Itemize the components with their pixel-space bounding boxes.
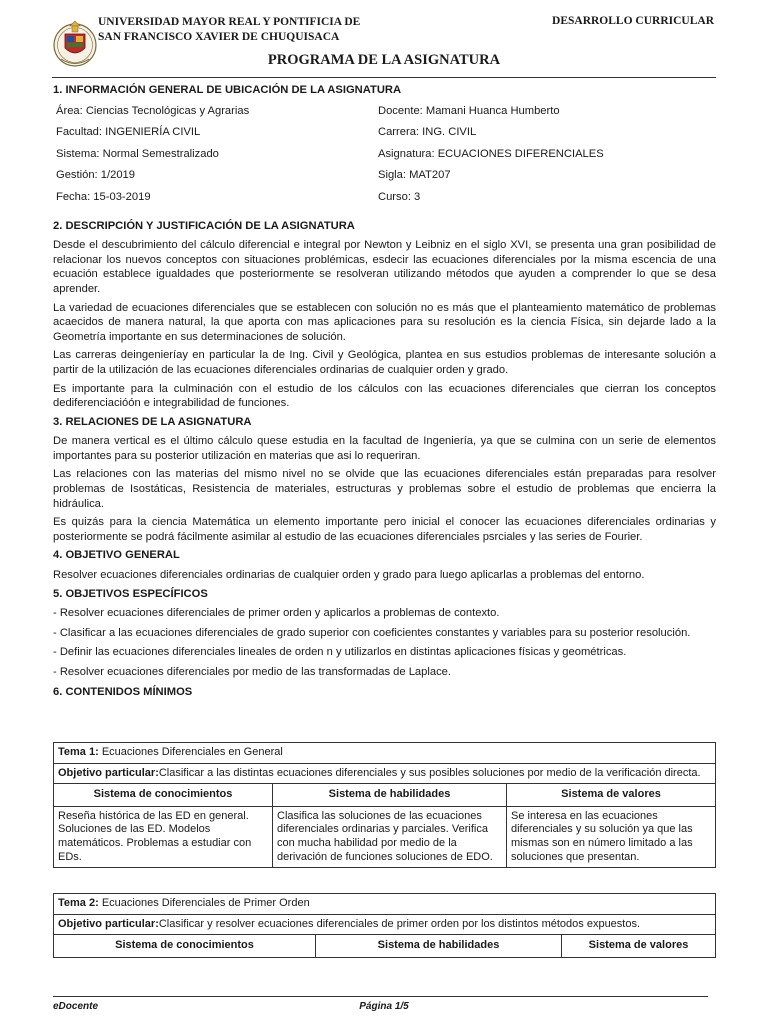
section3-paragraph: De manera vertical es el último cálculo quese estudia en la facultad de Ingeniería, ya que se culmina con un serie de elementos importantes para su posterior utilización en materias que asi lo requeriran. bbox=[53, 435, 716, 462]
tema1-objective-label: Objetivo particular: bbox=[58, 766, 159, 779]
tema2-table bbox=[53, 893, 716, 958]
cell-habilidades: Clasifica las soluciones de las ecuaciones diferenciales ordinarias y parciales. Verifica con mucha habilidad por medio de la derivación de funciones soluciones de EDO. bbox=[273, 806, 507, 867]
tema2-label: Tema 2: bbox=[58, 897, 99, 909]
section4 bbox=[53, 548, 716, 582]
tema1-title: Ecuaciones Diferenciales en General bbox=[101, 746, 283, 758]
section5-heading: 5. OBJETIVOS ESPECÍFICOS bbox=[53, 587, 208, 600]
section3-paragraph: Las relaciones con las materias del mismo nivel no se olvide que las ecuaciones diferenciales están preparadas para resolver problemas de Isostáticas, Resistencia de materiales, estructuras y problemas sobre el estudio de problemas que encierra la hidráulica. bbox=[53, 468, 716, 510]
section4-paragraph: Resolver ecuaciones diferenciales ordinarias de cualquier orden y grado para luego aplicarlas a problemas del entorno. bbox=[53, 569, 645, 582]
university-name: UNIVERSIDAD MAYOR REAL Y PONTIFICIA DE SAN FRANCISCO XAVIER DE CHUQUISACA bbox=[98, 16, 361, 43]
tema1-objective-row bbox=[54, 763, 716, 784]
info-fecha: Fecha: 15-03-2019 bbox=[56, 190, 151, 203]
info-facultad: Facultad: INGENIERÍA CIVIL bbox=[56, 126, 201, 139]
section2-paragraph: Desde el descubrimiento del cálculo diferencial e integral por Newton y Leibniz en el siglo XVI, se presenta una gran posibilidad de relacionar los nuevos conceptos con situaciones problémicas, esdecir las ecuaciones diferenciales por la misma escencia de una ecuación establece igualdades que posteriormente se resolveran utilizando métodos que ayuden a comprender lo que se desa aprender. bbox=[53, 239, 716, 295]
section2-heading: 2. DESCRIPCIÓN Y JUSTIFICACIÓN DE LA ASIGNATURA bbox=[53, 219, 355, 232]
col-habilidades: Sistema de habilidades bbox=[316, 935, 562, 958]
section6-heading: 6. CONTENIDOS MÍNIMOS bbox=[53, 685, 193, 698]
col-habilidades: Sistema de habilidades bbox=[273, 784, 507, 807]
col-conocimientos: Sistema de conocimientos bbox=[54, 935, 316, 958]
cell-conocimientos: Reseña histórica de las ED en general. Soluciones de las ED. Modelos matemáticos. Problemas a estudiar con EDs. bbox=[54, 806, 273, 867]
cell-valores: Se interesa en las ecuaciones diferenciales y su solución ya que las mismas son en número limitado a las soluciones que presentan. bbox=[507, 806, 716, 867]
tema2-objective-label: Objetivo particular: bbox=[58, 917, 159, 930]
tema1-title-row bbox=[54, 743, 716, 764]
tema2-header-row bbox=[54, 935, 716, 958]
tema2-objective-row bbox=[54, 914, 716, 935]
section2 bbox=[53, 219, 716, 411]
section6 bbox=[53, 685, 716, 700]
document-body bbox=[53, 83, 716, 704]
section3 bbox=[53, 415, 716, 545]
info-sigla: Sigla: MAT207 bbox=[378, 169, 451, 182]
info-curso: Curso: 3 bbox=[378, 190, 421, 203]
page-number: Página 1/5 bbox=[359, 1001, 409, 1012]
info-asignatura: Asignatura: ECUACIONES DIFERENCIALES bbox=[378, 147, 604, 160]
section3-paragraph: Es quizás para la ciencia Matemática un elemento importante pero inicial el conocer las ecuaciones diferenciales ordinarias y posteriormente se podrá fácilmente asimilar al estudio de las ecuaciones diferenciales psrciales y las series de Fourier. bbox=[53, 516, 716, 543]
tema2-title-row bbox=[54, 894, 716, 915]
tema1-label: Tema 1: bbox=[58, 746, 99, 758]
info-area: Área: Ciencias Tecnológicas y Agrarias bbox=[56, 104, 250, 117]
objective-item: - Resolver ecuaciones diferenciales de primer orden y aplicarlos a problemas de contexto. bbox=[53, 607, 500, 620]
department-label: DESARROLLO CURRICULAR bbox=[552, 15, 714, 27]
tema1-objective-text: Clasificar a las distintas ecuaciones diferenciales y sus posibles soluciones por medio de la verificación directa. bbox=[158, 766, 701, 779]
section2-paragraph: La variedad de ecuaciones diferenciales que se establecen con solución no es más que el planteamiento matemático de problemas acaecidos de manera natural, la que aporta con mas aplicaciones para su resolución es la ciencia Física, sin dejarde lado a la Geometría importante en sus determinaciones de solución. bbox=[53, 301, 716, 343]
objective-item: - Definir las ecuaciones diferenciales lineales de orden n y utilizarlos en distintas aplicaciones físicas y geométricas. bbox=[53, 646, 627, 659]
info-sistema: Sistema: Normal Semestralizado bbox=[56, 147, 219, 160]
footer-brand: eDocente bbox=[53, 1001, 99, 1012]
tema2-title: Ecuaciones Diferenciales de Primer Orden bbox=[101, 897, 310, 909]
page-title: PROGRAMA DE LA ASIGNATURA bbox=[267, 52, 501, 68]
general-info-grid bbox=[56, 104, 716, 205]
section5 bbox=[53, 587, 716, 680]
tema1-content-row bbox=[54, 806, 716, 867]
section2-paragraph: Es importante para la culminación con el estudio de los cálculos con las ecuaciones diferenciales que cierran los conceptos dediferenciacióón e integrabilidad de funciones. bbox=[53, 382, 716, 410]
section3-heading: 3. RELACIONES DE LA ASIGNATURA bbox=[53, 415, 252, 428]
info-gestion: Gestión: 1/2019 bbox=[56, 169, 135, 182]
section1-heading: 1. INFORMACIÓN GENERAL DE UBICACIÓN DE LA ASIGNATURA bbox=[53, 84, 402, 96]
footer-divider bbox=[53, 996, 708, 997]
objective-item: - Clasificar a las ecuaciones diferenciales de grado superior con coeficientes constantes y variables para su posterior resolución. bbox=[53, 626, 691, 639]
header-divider bbox=[52, 77, 716, 78]
col-conocimientos: Sistema de conocimientos bbox=[54, 784, 273, 807]
info-carrera: Carrera: ING. CIVIL bbox=[378, 126, 477, 139]
tema1-header-row bbox=[54, 784, 716, 807]
tema2-objective-text: Clasificar y resolver ecuaciones diferenciales de primer orden por los distintos métodos expuestos. bbox=[158, 917, 641, 930]
tema1-table bbox=[53, 742, 716, 868]
section2-paragraph: Las carreras deingenieríay en particular la de Ing. Civil y Geológica, plantea en sus estudios problemas de interesante solución a partir de la utilización de las ecuaciones diferenciales ordinarias de cualquier orden y grado. bbox=[53, 349, 716, 376]
info-docente: Docente: Mamani Huanca Humberto bbox=[378, 104, 560, 117]
col-valores: Sistema de valores bbox=[507, 784, 716, 807]
section4-heading: 4. OBJETIVO GENERAL bbox=[53, 549, 180, 562]
col-valores: Sistema de valores bbox=[562, 935, 716, 958]
objective-item: - Resolver ecuaciones diferenciales por medio de las transformadas de Laplace. bbox=[53, 666, 451, 678]
page-header bbox=[0, 0, 768, 80]
